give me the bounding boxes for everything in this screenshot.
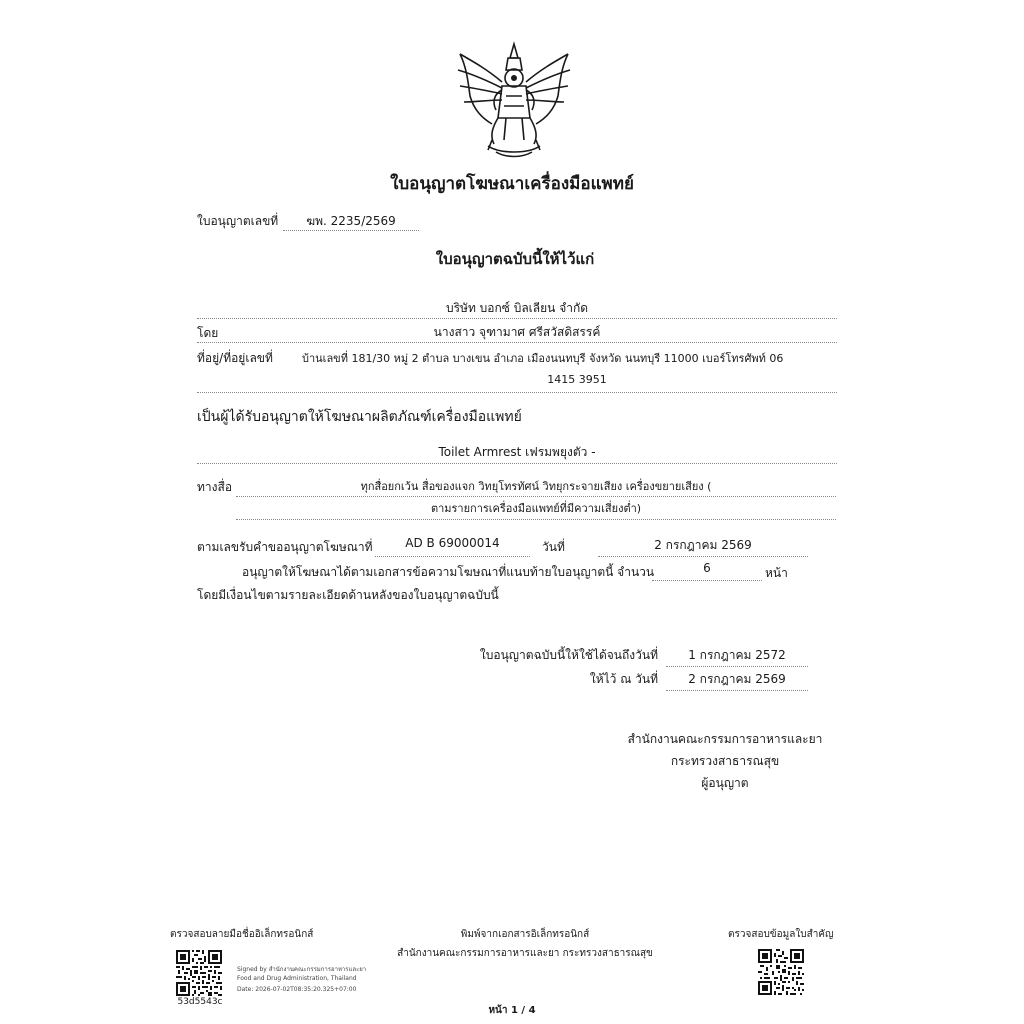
media-underline-2 [236,519,836,520]
license-no-value: ฆพ. 2235/2569 [306,214,396,228]
request-date-label: วันที่ [542,540,565,554]
issued-on-value: 2 กรกฎาคม 2569 [688,672,786,686]
address-underline [197,392,837,393]
issued-on-underline [666,690,808,691]
pages-label: อนุญาตให้โฆษณาได้ตามเอกสารข้อความโฆษณาที่แนบท้ายใบอนุญาตนี้ จำนวน [242,565,655,579]
valid-until-value: 1 กรกฎาคม 2572 [688,648,786,662]
by-label: โดย [197,326,219,340]
media-line1: ทุกสื่อยกเว้น สื่อของแจก วิทยุโทรทัศน์ วิทยุกระจายเสียง เครื่องขยายเสียง ( [360,480,712,493]
request-label: ตามเลขรับคำขออนุญาตโฆษณาที่ [197,540,373,554]
issuer-line3: ผู้อนุญาต [701,776,749,790]
page-number: หน้า 1 / 4 [488,1005,536,1016]
issuer-line1: สำนักงานคณะกรรมการอาหารและยา [627,732,823,746]
media-label: ทางสื่อ [197,480,233,494]
request-value-underline [375,556,530,557]
document-title: ใบอนุญาตโฆษณาเครื่องมือแพทย์ [390,174,634,194]
license-no-underline [283,230,419,231]
grant-heading: ใบอนุญาตฉบับนี้ให้ไว้แก่ [435,250,595,268]
license-no-label: ใบอนุญาตเลขที่ [197,214,279,228]
pages-unit: หน้า [765,566,788,580]
product-heading: เป็นผู้ได้รับอนุญาตให้โฆษณาผลิตภัณฑ์เครื่องมือแพทย์ [197,409,522,425]
pages-value: 6 [703,561,711,575]
footer-center-line1: พิมพ์จากเอกสารอิเล็กทรอนิกส์ [460,929,590,940]
company-underline [197,318,837,319]
product-underline [197,463,837,464]
issuer-line2: กระทรวงสาธารณสุข [670,754,780,768]
garuda-emblem-icon [452,40,576,162]
footer-center-line2: สำนักงานคณะกรรมการอาหารและยา กระทรวงสาธารณสุข [397,948,653,959]
footer-right-label: ตรวจสอบข้อมูลใบสำคัญ [728,929,834,940]
footer-left-label: ตรวจสอบลายมือชื่ออิเล็กทรอนิกส์ [170,929,314,940]
certificate-qr-icon[interactable] [758,949,804,995]
request-date-underline [598,556,808,557]
by-underline [197,342,837,343]
valid-until-underline [666,666,808,667]
conditions-text: โดยมีเงื่อนไขตามรายละเอียดด้านหลังของใบอนุญาตฉบับนี้ [197,588,499,602]
by-value: นางสาว จุฑามาศ ศรีสวัสดิสรรค์ [433,325,601,339]
media-line2: ตามรายการเครื่องมือแพทย์ที่มีความเสี่ยงต่ำ) [430,502,642,515]
valid-until-label: ใบอนุญาตฉบับนี้ให้ใช้ได้จนถึงวันที่ [479,648,658,662]
signed-org-text: Food and Drug Administration, Thailand [237,975,357,982]
address-label: ที่อยู่/ที่อยู่เลขที่ [197,351,273,365]
verification-code: 53d5543c [177,997,223,1007]
media-underline-1 [236,496,836,497]
address-line2: 1415 3951 [547,373,607,386]
signature-qr-icon[interactable] [176,950,222,996]
issued-on-label: ให้ไว้ ณ วันที่ [589,672,658,686]
request-date-value: 2 กรกฎาคม 2569 [654,538,752,552]
company-name: บริษัท บอกซ์ บิลเลียน จำกัด [445,301,589,315]
address-line1: บ้านเลขที่ 181/30 หมู่ 2 ตำบล บางเขน อำเภอ เมืองนนทบุรี จังหวัด นนทบุรี 11000 เบอร์โทรศัพท์ 06 [302,352,784,365]
signed-date-text: Date: 2026-07-02T08:35:20.325+07:00 [237,986,357,993]
signed-by-text: Signed by สำนักงานคณะกรรมการอาหารและยา [237,966,367,973]
pages-underline [652,580,762,581]
request-value: AD B 69000014 [405,536,500,550]
product-name: Toilet Armrest เฟรมพยุงตัว - [438,445,596,459]
